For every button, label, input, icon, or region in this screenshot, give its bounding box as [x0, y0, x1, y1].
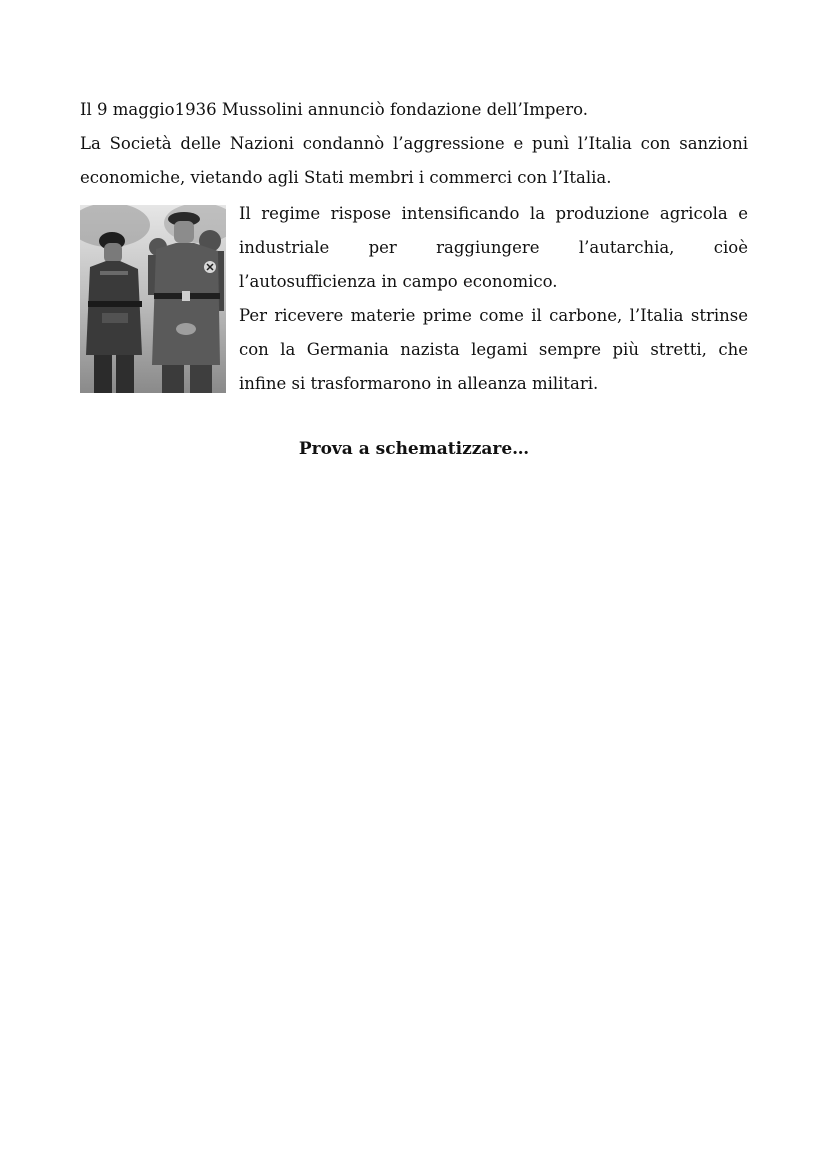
- paragraph-autarchia: Il regime rispose intensificando la produzione agricola e industriale per raggiungere l’autarchia, cioè l’autosufficienza in campo economico.: [239, 204, 748, 291]
- paragraph-impero: Il 9 maggio1936 Mussolini annunciò fondazione dell’Impero.: [80, 100, 588, 119]
- exercise-heading: Prova a schematizzare…: [298, 439, 530, 459]
- paragraph-alleanza: Per ricevere materie prime come il carbone, l’Italia strinse con la Germania nazista legami sempre più stretti, che infine si trasformarono in alleanza militari.: [239, 306, 748, 393]
- paragraph-sanzioni: La Società delle Nazioni condannò l’aggressione e punì l’Italia con sanzioni economiche, vietando agli Stati membri i commerci con l’Italia.: [80, 134, 748, 187]
- historical-photo: [80, 205, 226, 393]
